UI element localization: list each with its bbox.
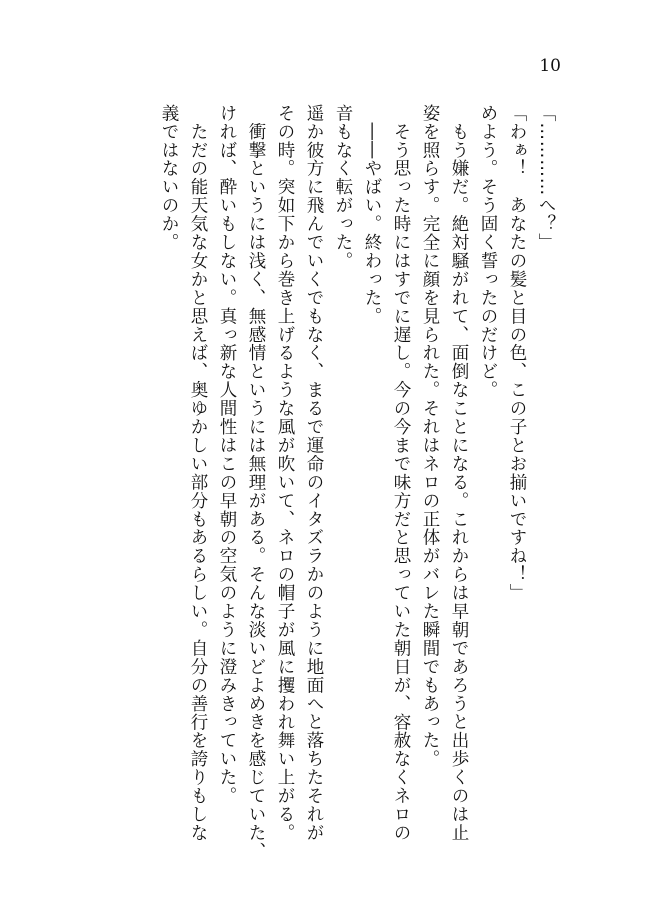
text-line: ければ、酔いもしない。真っ新な人間性はこの早朝の空気のように澄みきっていた。 (217, 104, 237, 806)
text-line: 衝撃というには浅く、無感情というには無理がある。そんな淡いどよめきを感じていた、 (246, 104, 266, 861)
text-line: 「わぁ！ あなたの髪と目の色、この子とお揃いですね！」 (507, 104, 527, 603)
text-line: 姿を照らす。完全に顔を見られた。それはネロの正体がバレた瞬間でもあった。 (420, 104, 440, 769)
text-line: ――やばい。終わった。 (362, 104, 382, 326)
text-line: 遥か彼方に飛んでいくでもなく、まるで運命のイタズラかのように地面へと落ちたそれが (304, 104, 324, 842)
text-line: その時。突如下から巻き上げるような風が吹いて、ネロの帽子が風に攫われ舞い上がる。 (275, 104, 295, 843)
text-line: ただの能天気な女かと思えば、奥ゆかしい部分もあるらしい。自分の善行を誇りもしな (188, 104, 208, 842)
page-number: 10 (539, 56, 561, 76)
text-line: 音もなく転がった。 (333, 104, 353, 271)
text-line: めよう。そう固く誓ったのだけど。 (478, 104, 498, 400)
vertical-text-body (157, 104, 557, 864)
text-line: 義ではないのか。 (159, 104, 179, 252)
text-line: 「…………へ？」 (536, 104, 556, 252)
text-line: もう嫌だ。絶対騒がれて、面倒なことになる。これからは早朝であろうと出歩くのは止 (449, 104, 469, 842)
text-line: そう思った時にはすでに遅し。今の今まで味方だと思っていた朝日が、容赦なくネロの (391, 104, 411, 842)
